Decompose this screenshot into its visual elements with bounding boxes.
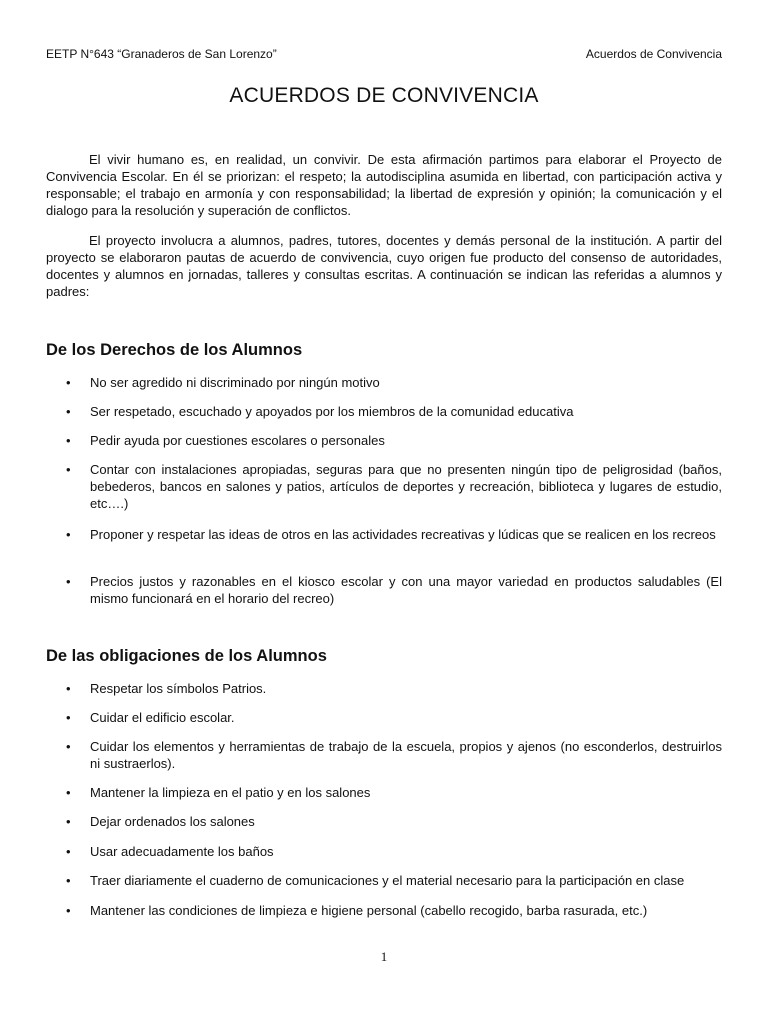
- bullet-icon: •: [66, 574, 71, 589]
- obligations-list-item-7: [46, 872, 722, 889]
- list-item: [46, 374, 722, 391]
- list-item-text: Ser respetado, escuchado y apoyados por los miembros de la comunidad educativa: [90, 404, 574, 419]
- obligations-list-item-3: [46, 738, 722, 772]
- list-item-text: Respetar los símbolos Patrios.: [90, 681, 267, 696]
- list-item: [46, 709, 722, 726]
- list-item: [46, 902, 722, 919]
- page-number: 1: [380, 949, 388, 964]
- page-header: [46, 47, 722, 63]
- list-item: [46, 461, 722, 512]
- list-item-text: Cuidar el edificio escolar.: [90, 710, 235, 725]
- rights-list-item-3: [46, 432, 722, 449]
- list-item-text: Pedir ayuda por cuestiones escolares o personales: [90, 433, 385, 448]
- bullet-icon: •: [66, 873, 71, 888]
- list-item: [46, 813, 722, 830]
- obligations-list-item-8: [46, 902, 722, 919]
- list-item: [46, 784, 722, 801]
- obligations-list-item-5: [46, 813, 722, 830]
- list-item: [46, 526, 722, 543]
- bullet-icon: •: [66, 375, 71, 390]
- bullet-icon: •: [66, 814, 71, 829]
- bullet-icon: •: [66, 739, 71, 754]
- bullet-icon: •: [66, 710, 71, 725]
- header-document-title: Acuerdos de Convivencia: [585, 47, 722, 61]
- bullet-icon: •: [66, 527, 71, 542]
- list-item-text: No ser agredido ni discriminado por ningún motivo: [90, 375, 380, 390]
- bullet-icon: •: [66, 433, 71, 448]
- header-school-name: EETP N°643 “Granaderos de San Lorenzo”: [46, 47, 277, 61]
- list-item-text: Cuidar los elementos y herramientas de trabajo de la escuela, propios y ajenos (no esconderlos, destruirlos ni sustraerlos).: [90, 739, 722, 771]
- bullet-icon: •: [66, 681, 71, 696]
- list-item-text: Mantener las condiciones de limpieza e higiene personal (cabello recogido, barba rasurada, etc.): [90, 903, 648, 918]
- bullet-icon: •: [66, 462, 71, 477]
- obligations-list-item-1: [46, 680, 722, 697]
- rights-list-item-2: [46, 403, 722, 420]
- list-item: [46, 680, 722, 697]
- list-item: [46, 843, 722, 860]
- list-item: [46, 432, 722, 449]
- rights-list-item-5: [46, 526, 722, 543]
- intro-paragraph-1: El vivir humano es, en realidad, un convivir. De esta afirmación partimos para elaborar el Proyecto de Convivencia Escolar. En él se priorizan: el respeto; la autodisciplina asumida en libertad, con participación activa y responsable; el trabajo en armonía y con responsabilidad; la libertad de expresión y opinión; la comunicación y el dialogo para la resolución y superación de conflictos.: [46, 152, 722, 218]
- section-heading-obligations: De las obligaciones de los Alumnos: [46, 647, 327, 665]
- document-title: ACUERDOS DE CONVIVENCIA: [229, 84, 539, 107]
- list-item: [46, 872, 722, 889]
- list-item-text: Usar adecuadamente los baños: [90, 844, 274, 859]
- list-item-text: Dejar ordenados los salones: [90, 814, 255, 829]
- list-item: [46, 403, 722, 420]
- obligations-list-item-2: [46, 709, 722, 726]
- obligations-list-item-4: [46, 784, 722, 801]
- section-heading-rights: De los Derechos de los Alumnos: [46, 341, 303, 359]
- list-item-text: Contar con instalaciones apropiadas, seguras para que no presenten ningún tipo de peligrosidad (baños, bebederos, bancos en salones y patios, artículos de deportes y recreación, biblioteca y lugares de estudio, etc….): [90, 462, 722, 511]
- rights-list-item-4: [46, 461, 722, 512]
- list-item-text: Proponer y respetar las ideas de otros en las actividades recreativas y lúdicas que se realicen en los recreos: [90, 527, 716, 542]
- list-item: [46, 738, 722, 772]
- bullet-icon: •: [66, 785, 71, 800]
- rights-list-item-6: [46, 573, 722, 607]
- list-item-text: Precios justos y razonables en el kiosco escolar y con una mayor variedad en productos saludables (El mismo funcionará en el horario del recreo): [90, 574, 722, 606]
- bullet-icon: •: [66, 404, 71, 419]
- intro-paragraph-2: El proyecto involucra a alumnos, padres, tutores, docentes y demás personal de la institución. A partir del proyecto se elaboraron pautas de acuerdo de convivencia, cuyo origen fue producto del consenso de autoridades, docentes y alumnos en jornadas, talleres y consultas escritas. A continuación se indican las referidas a alumnos y padres:: [46, 233, 722, 299]
- list-item-text: Mantener la limpieza en el patio y en los salones: [90, 785, 371, 800]
- bullet-icon: •: [66, 903, 71, 918]
- list-item-text: Traer diariamente el cuaderno de comunicaciones y el material necesario para la participación en clase: [90, 873, 685, 888]
- obligations-list-item-6: [46, 843, 722, 860]
- bullet-icon: •: [66, 844, 71, 859]
- list-item: [46, 573, 722, 607]
